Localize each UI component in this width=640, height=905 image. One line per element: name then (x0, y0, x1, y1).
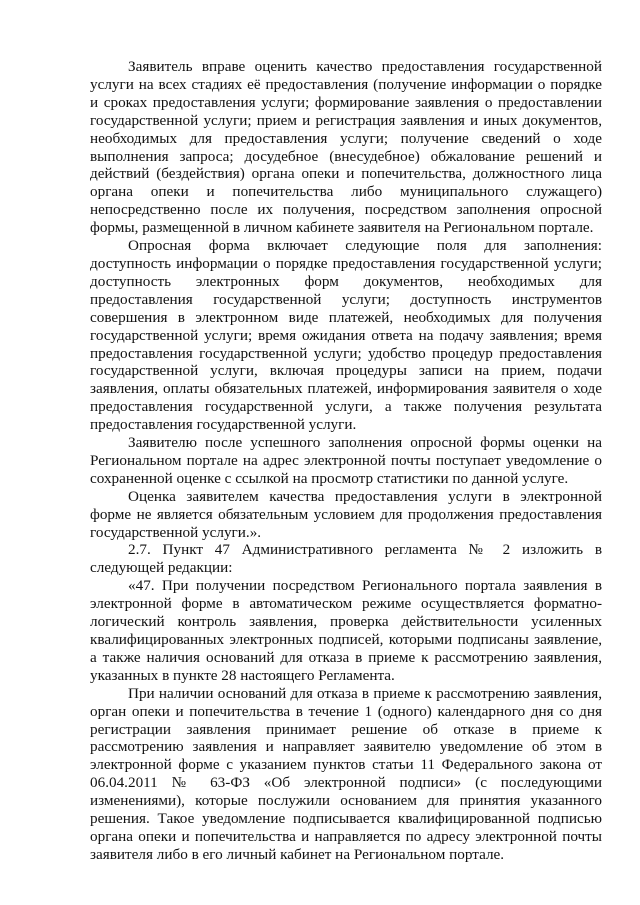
paragraph-email-notification: Заявителю после успешного заполнения опросной формы оценки на Региональном портале на адрес электронной почты поступает уведомление о сохраненной оценке с ссылкой на просмотр статистики по данной услуге. (90, 434, 602, 487)
paragraph-quality-assessment: Заявитель вправе оценить качество предоставления государственной услуги на всех стадиях её предоставления (получение информации о порядке и сроках предоставления услуги; формирование заявления о предоставлении государственной услуги; прием и регистрация заявления и иных документов, необходимых для предоставления услуги; получение сведений о ходе выполнения запроса; досудебное (внесудебное) обжалование решений и действий (бездействия) органа опеки и попечительства, должностного лица органа опеки и попечительства либо муниципального служащего) непосредственно после их получения, посредством заполнения опросной формы, размещенной в личном кабинете заявителя на Региональном портале. (90, 58, 602, 237)
paragraph-survey-form: Опросная форма включает следующие поля для заполнения: доступность информации о порядке предоставления государственной услуги; доступность электронных форм документов, необходимых для предоставления государственной услуги; доступность инструментов совершения в электронном виде платежей, необходимых для получения государственной услуги; время ожидания ответа на подачу заявления; время предоставления государственной услуги; удобство процедур предоставления государственной услуги, включая процедуры записи на прием, подачи заявления, оплаты обязательных платежей, информирования заявителя о ходе предоставления государственной услуги, а также получения результата предоставления государственной услуги. (90, 237, 602, 434)
paragraph-optional-assessment: Оценка заявителем качества предоставления услуги в электронной форме не является обязательным условием для продолжения предоставления государственной услуги.». (90, 487, 602, 541)
document-body (90, 58, 602, 864)
paragraph-clause-2-7: 2.7. Пункт 47 Административного регламента № 2 изложить в следующей редакции: (90, 541, 602, 577)
paragraph-refusal-grounds: При наличии оснований для отказа в приеме к рассмотрению заявления, орган опеки и попечительства в течение 1 (одного) календарного дня со дня регистрации заявления принимает решение об отказе в приеме к рассмотрению заявления и направляет заявителю уведомление об этом в электронной форме с указанием пунктов статьи 11 Федерального закона от 06.04.2011 № 63-ФЗ «Об электронной подписи» (с последующими изменениями), которые послужили основанием для принятия указанного решения. Такое уведомление подписывается квалифицированной подписью органа опеки и попечительства и направляется по адресу электронной почты заявителя либо в его личный кабинет на Региональном портале. (90, 684, 602, 863)
paragraph-clause-47: «47. При получении посредством Регионального портала заявления в электронной форме в автоматическом режиме осуществляется форматно-логический контроль заявления, проверка действительности усиленных квалифицированных электронных подписей, которыми подписаны заявление, а также наличия оснований для отказа в приеме к рассмотрению заявления, указанных в пункте 28 настоящего Регламента. (90, 577, 602, 684)
